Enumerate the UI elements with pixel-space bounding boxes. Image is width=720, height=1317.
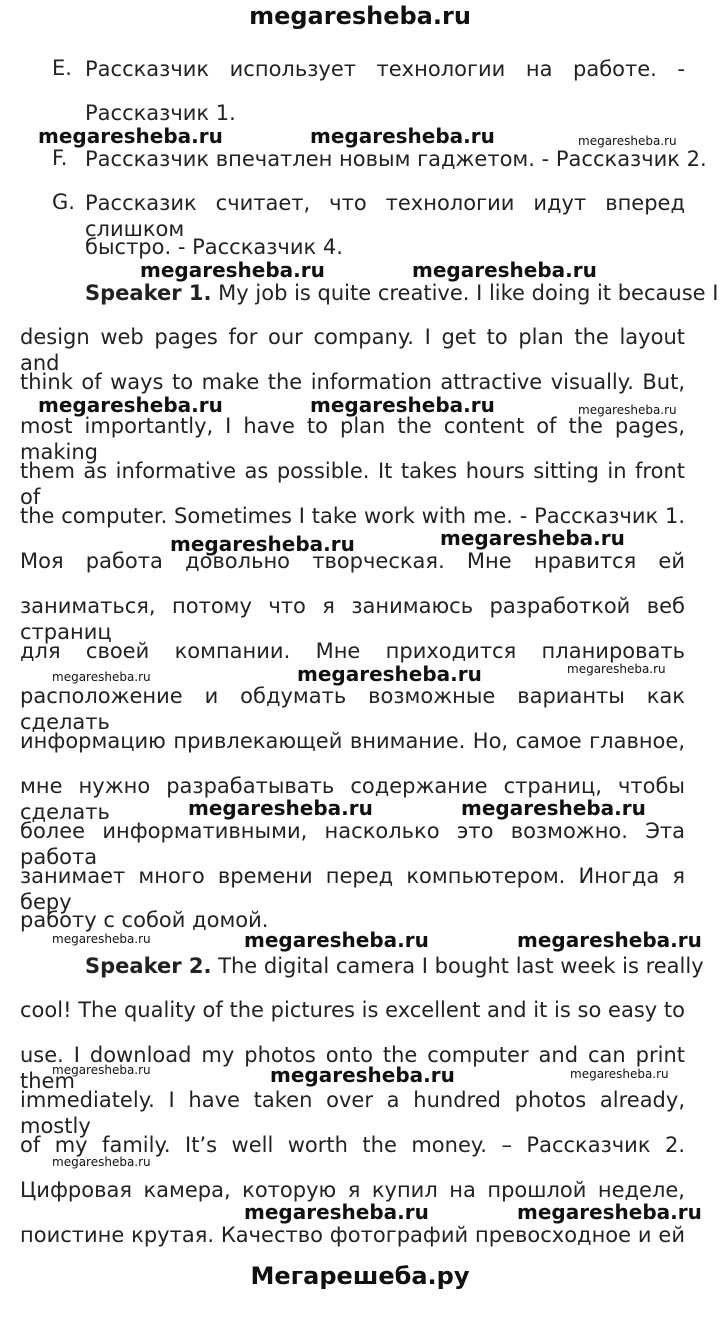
- watermark-small: megaresheba.ru: [52, 670, 151, 684]
- watermark-small: megaresheba.ru: [52, 932, 151, 946]
- speaker1-text-3: most importantly, I have to plan the content of the pages, making: [20, 414, 685, 464]
- watermark-small: megaresheba.ru: [52, 1063, 151, 1077]
- speaker1-text-10: информацию привлекающей внимание. Но, самое главное,: [20, 729, 685, 753]
- speaker2-text-4: of my family. It’s well worth the money. – Рассказчик 2.: [20, 1133, 685, 1157]
- speaker1-text-5: the computer. Sometimes I take work with me. - Рассказчик 1.: [20, 504, 685, 528]
- list-letter-e: E.: [52, 56, 72, 80]
- speaker1-text-14: работу с собой домой.: [20, 908, 269, 932]
- speaker1-text-4: them as informative as possible. It takes hours sitting in front of: [20, 459, 685, 509]
- watermark-big: megaresheba.ru: [270, 1063, 455, 1087]
- watermark-small: megaresheba.ru: [52, 1155, 151, 1169]
- watermark-big: megaresheba.ru: [38, 124, 223, 148]
- watermark-big: megaresheba.ru: [38, 393, 223, 417]
- site-footer: Мегарешеба.ру: [250, 1262, 470, 1290]
- list-item-g-line1: Рассказик считает, что технологии идут вперед слишком: [85, 191, 685, 241]
- speaker2-text-6: поистине крутая. Качество фотографий превосходное и ей: [20, 1223, 685, 1247]
- watermark-small: megaresheba.ru: [567, 662, 666, 676]
- watermark-small: megaresheba.ru: [570, 1067, 669, 1081]
- speaker1-text-0: My job is quite creative. I like doing it because I: [211, 281, 719, 305]
- speaker2-first-line: [85, 953, 704, 979]
- speaker2-text-5: Цифровая камера, которую я купил на прошлой неделе,: [20, 1178, 685, 1202]
- speaker2-text-0: The digital camera I bought last week is really: [211, 954, 704, 978]
- watermark-big: megaresheba.ru: [440, 526, 625, 550]
- watermark-big: megaresheba.ru: [310, 393, 495, 417]
- watermark-big: megaresheba.ru: [140, 258, 325, 282]
- speaker1-first-line: [85, 280, 718, 306]
- speaker2-text-1: cool! The quality of the pictures is excellent and it is so easy to: [20, 998, 685, 1022]
- watermark-big: megaresheba.ru: [412, 258, 597, 282]
- watermark-big: megaresheba.ru: [297, 662, 482, 686]
- speaker1-text-13: занимает много времени перед компьютером. Иногда я беру: [20, 864, 685, 914]
- speaker1-text-9: расположение и обдумать возможные варианты как сделать: [20, 684, 685, 734]
- list-item-f-line1: Рассказчик впечатлен новым гаджетом. - Рассказчик 2.: [85, 147, 707, 171]
- watermark-big: megaresheba.ru: [244, 928, 429, 952]
- watermark-big: megaresheba.ru: [170, 532, 355, 556]
- list-letter-f: F.: [52, 146, 68, 170]
- speaker1-text-8: для своей компании. Мне приходится планировать: [20, 639, 685, 663]
- list-item-g-line2: быстро. - Рассказчик 4.: [85, 235, 343, 259]
- speaker2-text-3: immediately. I have taken over a hundred photos already, mostly: [20, 1088, 685, 1138]
- watermark-small: megaresheba.ru: [578, 403, 677, 417]
- site-header: megaresheba.ru: [249, 2, 471, 30]
- watermark-big: megaresheba.ru: [188, 796, 373, 820]
- list-letter-g: G.: [52, 190, 75, 214]
- speaker1-text-1: design web pages for our company. I get to plan the layout and: [20, 325, 685, 375]
- speaker1-text-11: мне нужно разрабатывать содержание страниц, чтобы сделать: [20, 774, 685, 824]
- watermark-big: megaresheba.ru: [310, 124, 495, 148]
- watermark-big: megaresheba.ru: [461, 796, 646, 820]
- speaker2-text-2: use. I download my photos onto the computer and can print them: [20, 1043, 685, 1093]
- speaker1-text-12: более информативными, насколько это возможно. Эта работа: [20, 819, 685, 869]
- speaker1-text-2: think of ways to make the information attractive visually. But,: [20, 370, 685, 394]
- watermark-big: megaresheba.ru: [517, 928, 702, 952]
- speaker2-label: Speaker 2.: [85, 954, 212, 978]
- speaker1-text-7: заниматься, потому что я занимаюсь разработкой веб страниц: [20, 594, 685, 644]
- list-item-e-line1: Рассказчик использует технологии на работе. -: [85, 57, 685, 81]
- speaker1-text-6: Моя работа довольно творческая. Мне нравится ей: [20, 549, 685, 573]
- watermark-big: megaresheba.ru: [244, 1200, 429, 1224]
- watermark-small: megaresheba.ru: [578, 134, 677, 148]
- list-item-e-line2: Рассказчик 1.: [85, 101, 236, 125]
- watermark-big: megaresheba.ru: [517, 1200, 702, 1224]
- speaker1-label: Speaker 1.: [85, 281, 212, 305]
